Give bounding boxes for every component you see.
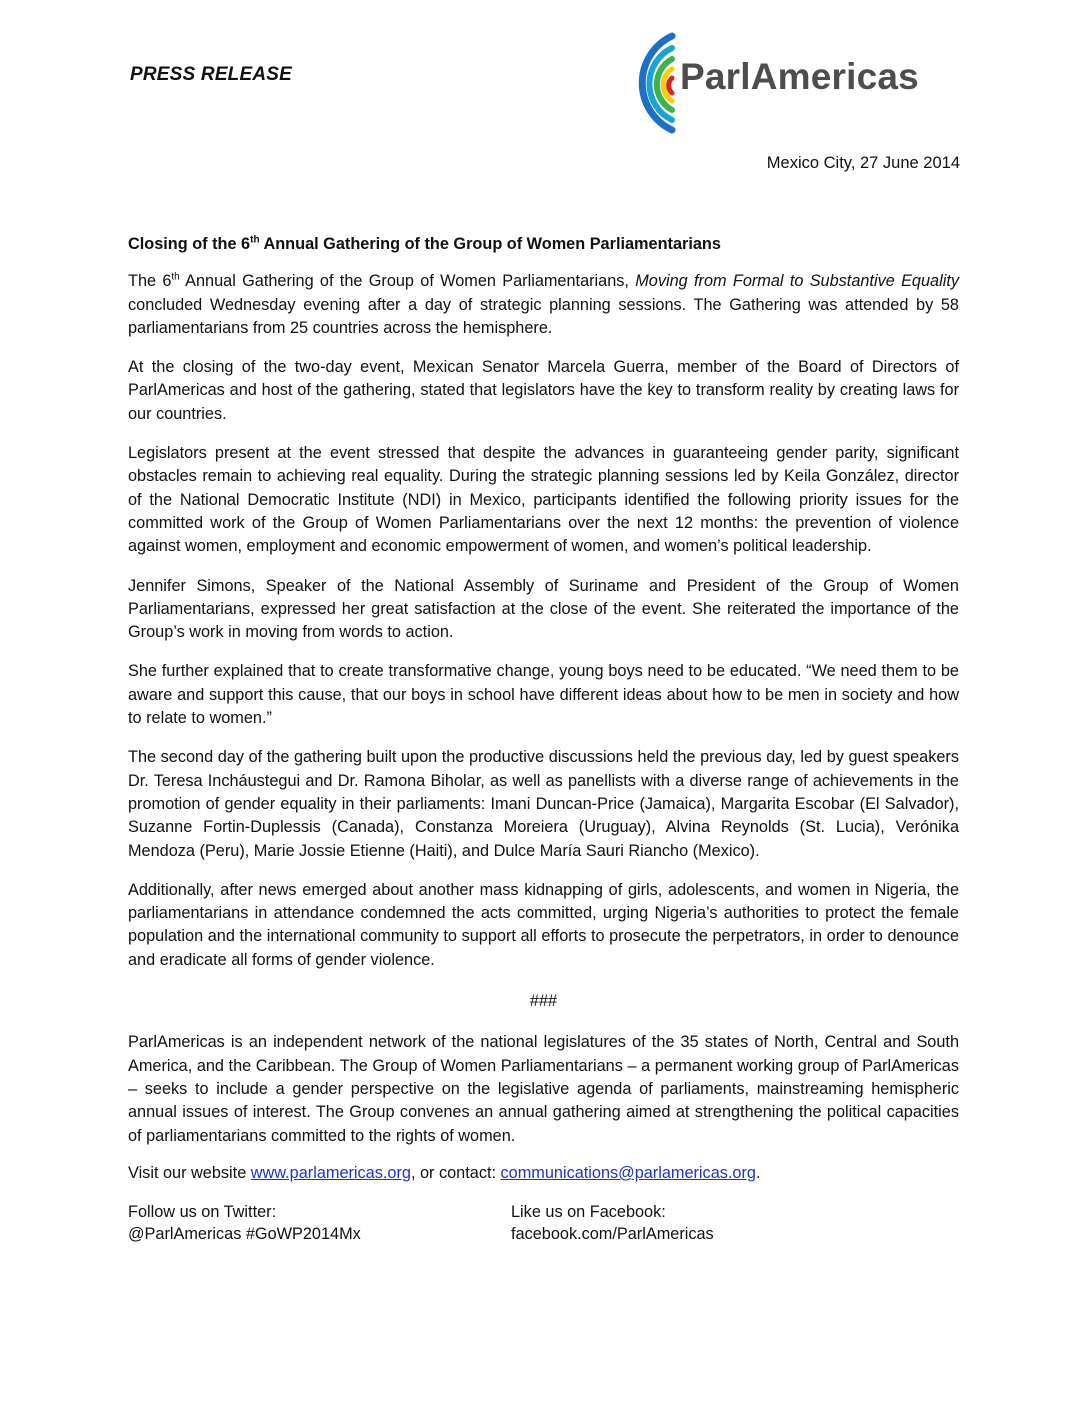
parlamericas-logo <box>606 26 966 138</box>
headline-text-start: Closing of the 6 <box>128 235 251 253</box>
headline <box>128 233 959 256</box>
event-title: Moving from Formal to Substantive Equality <box>635 272 959 291</box>
paragraph-6: The second day of the gathering built upon the productive discussions held the previous day, led by guest speakers Dr. Teresa Incháustegui and Dr. Ramona Biholar, as well as panellists with a diverse range of achievements in the promotion of gender equality in their parliaments: Imani Duncan-Price (Jamaica), Margarita Escobar (El Salvador), Suzanne Fortin-Duplessis (Canada), Constanza Moreiera (Uruguay), Alvina Reynolds (St. Lucia), Verónika Mendoza (Peru), Marie Jossie Etienne (Haiti), and Dulce María Sauri Riancho (Mexico). <box>128 748 959 860</box>
headline-text-end: Annual Gathering of the Group of Women Parliamentarians <box>259 235 721 253</box>
paragraph-3: Legislators present at the event stressed that despite the advances in guaranteeing gender parity, significant obstacles remain to achieving real equality. During the strategic planning sessions led by Keila González, director of the National Democratic Institute (NDI) in Mexico, participants identified the following priority issues for the committed work of the Group of Women Parliamentarians over the next 12 months: the prevention of violence against women, employment and economic empowerment of women, and women’s political leadership. <box>128 444 959 556</box>
paragraph-7: Additionally, after news emerged about another mass kidnapping of girls, adolescents, and women in Nigeria, the parliamentarians in attendance condemned the acts committed, urging Nigeria’s authorities to protect the female population and the international community to support all efforts to prosecute the perpetrators, in order to denounce and eradicate all forms of gender violence. <box>128 880 959 969</box>
article-body <box>128 233 959 1247</box>
paragraph-2: At the closing of the two-day event, Mexican Senator Marcela Guerra, member of the Board of Directors of ParlAmericas and host of the gathering, stated that legislators have the key to transform reality by creating laws for our countries. <box>128 358 959 423</box>
twitter-block <box>128 1201 361 1245</box>
paragraph-1-superscript: th <box>171 271 180 283</box>
facebook-label: Like us on Facebook: <box>511 1203 666 1222</box>
facebook-block <box>511 1201 714 1245</box>
paragraph-1 <box>128 270 959 340</box>
website-link[interactable]: www.parlamericas.org <box>250 1163 411 1182</box>
logo-wordmark: ParlAmericas <box>680 56 919 97</box>
paragraph-4: Jennifer Simons, Speaker of the National Assembly of Suriname and President of the Group of Women Parliamentarians, expressed her great satisfaction at the close of the event. She reiterated the importance of the Group’s work in moving from words to action. <box>128 576 959 642</box>
paragraph-1-end: concluded Wednesday evening after a day of strategic planning sessions. The Gathering was attended by 58 parliamentarians from 25 countries across the hemisphere. <box>128 295 959 337</box>
paragraph-5: She further explained that to create transformative change, young boys need to be educated. “We need them to be aware and support this cause, that our boys in school have different ideas about how to be men in society and how to relate to women.” <box>128 662 959 728</box>
twitter-handle: @ParlAmericas #GoWP2014Mx <box>128 1225 361 1244</box>
about-paragraph: ParlAmericas is an independent network of the national legislatures of the 35 states of North, Central and South America, and the Caribbean. The Group of Women Parliamentarians – a permanent working group of ParlAmericas – seeks to include a gender perspective on the legislative agenda of parliaments, mainstreaming hemispheric annual issues of interest. The Group convenes an annual gathering aimed at strengthening the political capacities of parliamentarians committed to the rights of women. <box>128 1033 959 1145</box>
paragraph-1-start: The 6 <box>128 272 172 291</box>
end-separator: ### <box>529 992 558 1011</box>
contact-prefix: Visit our website <box>128 1163 251 1182</box>
email-link[interactable]: communications@parlamericas.org <box>500 1163 756 1182</box>
logo-arcs-icon <box>606 26 686 138</box>
dateline: Mexico City, 27 June 2014 <box>766 154 960 172</box>
twitter-label: Follow us on Twitter: <box>128 1203 277 1222</box>
contact-middle: , or contact: <box>410 1163 501 1182</box>
facebook-handle: facebook.com/ParlAmericas <box>511 1225 714 1244</box>
paragraph-1-middle: Annual Gathering of the Group of Women Parliamentarians, <box>179 272 636 291</box>
contact-line <box>128 1162 959 1185</box>
contact-suffix: . <box>755 1163 761 1182</box>
headline-superscript: th <box>250 234 260 246</box>
social-section <box>128 1201 959 1247</box>
press-release-label: PRESS RELEASE <box>130 64 293 85</box>
